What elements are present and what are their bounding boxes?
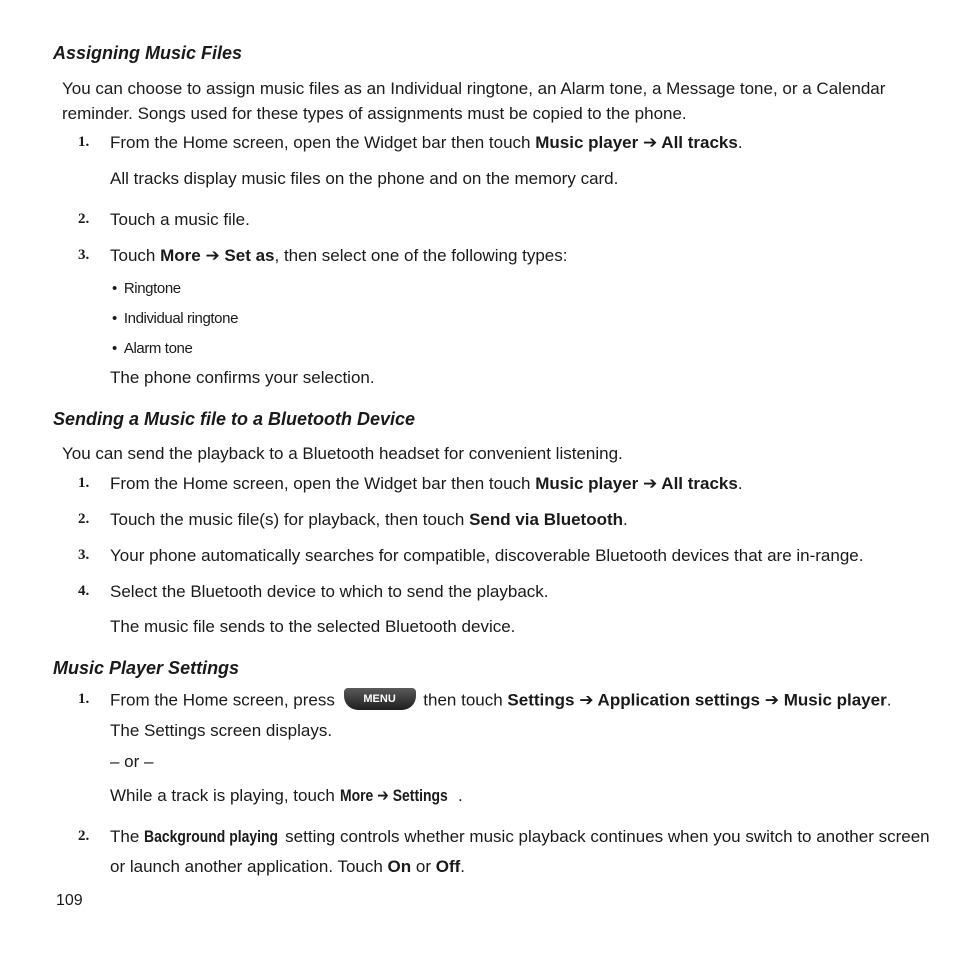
section-heading-assigning-music-files: Assigning Music Files — [53, 43, 243, 63]
step-note: All tracks display music files on the phone and on the memory card. — [110, 169, 619, 188]
or-separator: – or – — [110, 752, 154, 771]
step-text: From the Home screen, open the Widget bar then touch Music player ➔ All tracks. — [110, 133, 743, 152]
step-text: Touch More ➔ Set as, then select one of the following types: — [110, 246, 568, 265]
settings-displays-text: The Settings screen displays. — [110, 721, 333, 740]
step-number: 3. — [78, 547, 90, 563]
step-text: Your phone automatically searches for compatible, discoverable Bluetooth devices that are in-range. — [110, 546, 864, 565]
step-text: Touch the music file(s) for playback, then touch Send via Bluetooth. — [110, 510, 628, 529]
step-number: 2. — [78, 211, 90, 227]
page-number: 109 — [56, 892, 83, 909]
bullet-mark: • — [112, 280, 117, 297]
step-text: From the Home screen, open the Widget bar then touch Music player ➔ All tracks. — [110, 474, 743, 493]
step-text: Touch a music file. — [110, 210, 250, 229]
bullet-item: • Ringtone — [112, 280, 181, 297]
step-text: Select the Bluetooth device to which to send the playback. — [110, 582, 549, 601]
intro-line-2: reminder. Songs used for these types of assignments must be copied to the phone. — [62, 104, 687, 123]
intro-line-1: You can choose to assign music files as an Individual ringtone, an Alarm tone, a Message tone, or a Calendar — [62, 79, 886, 98]
step-number: 1. — [78, 134, 90, 150]
bullet-item: • Alarm tone — [112, 340, 193, 357]
section-heading-music-player-settings: Music Player Settings — [53, 658, 240, 678]
step-text: From the Home screen, press MENU then touch Settings ➔ Application settings ➔ Music player. — [110, 690, 891, 712]
bullet-mark: • — [112, 340, 117, 357]
background-playing-label: Background playing — [144, 827, 279, 846]
confirm-text: The phone confirms your selection. — [110, 368, 375, 387]
menu-key-icon: MENU — [344, 688, 416, 710]
step-number: 2. — [78, 828, 90, 844]
more-settings-keys: More ➔ Settings — [339, 786, 448, 805]
step-text-line-2: or launch another application. Touch On or Off. — [110, 857, 465, 876]
step-number: 4. — [78, 583, 90, 599]
step-number: 1. — [78, 691, 90, 707]
step-text: The Background playing setting controls whether music playback continues when you switch to another screen — [110, 827, 930, 846]
alt-instruction: While a track is playing, touch More ➔ Settings . — [110, 786, 463, 805]
step-number: 2. — [78, 511, 90, 527]
step-number: 3. — [78, 247, 90, 263]
bullet-item: • Individual ringtone — [112, 310, 239, 327]
step-number: 1. — [78, 475, 90, 491]
section-heading-bluetooth: Sending a Music file to a Bluetooth Device — [53, 409, 416, 429]
bullet-mark: • — [112, 310, 117, 327]
intro-line: You can send the playback to a Bluetooth headset for convenient listening. — [62, 444, 623, 463]
step-note: The music file sends to the selected Bluetooth device. — [110, 617, 516, 636]
